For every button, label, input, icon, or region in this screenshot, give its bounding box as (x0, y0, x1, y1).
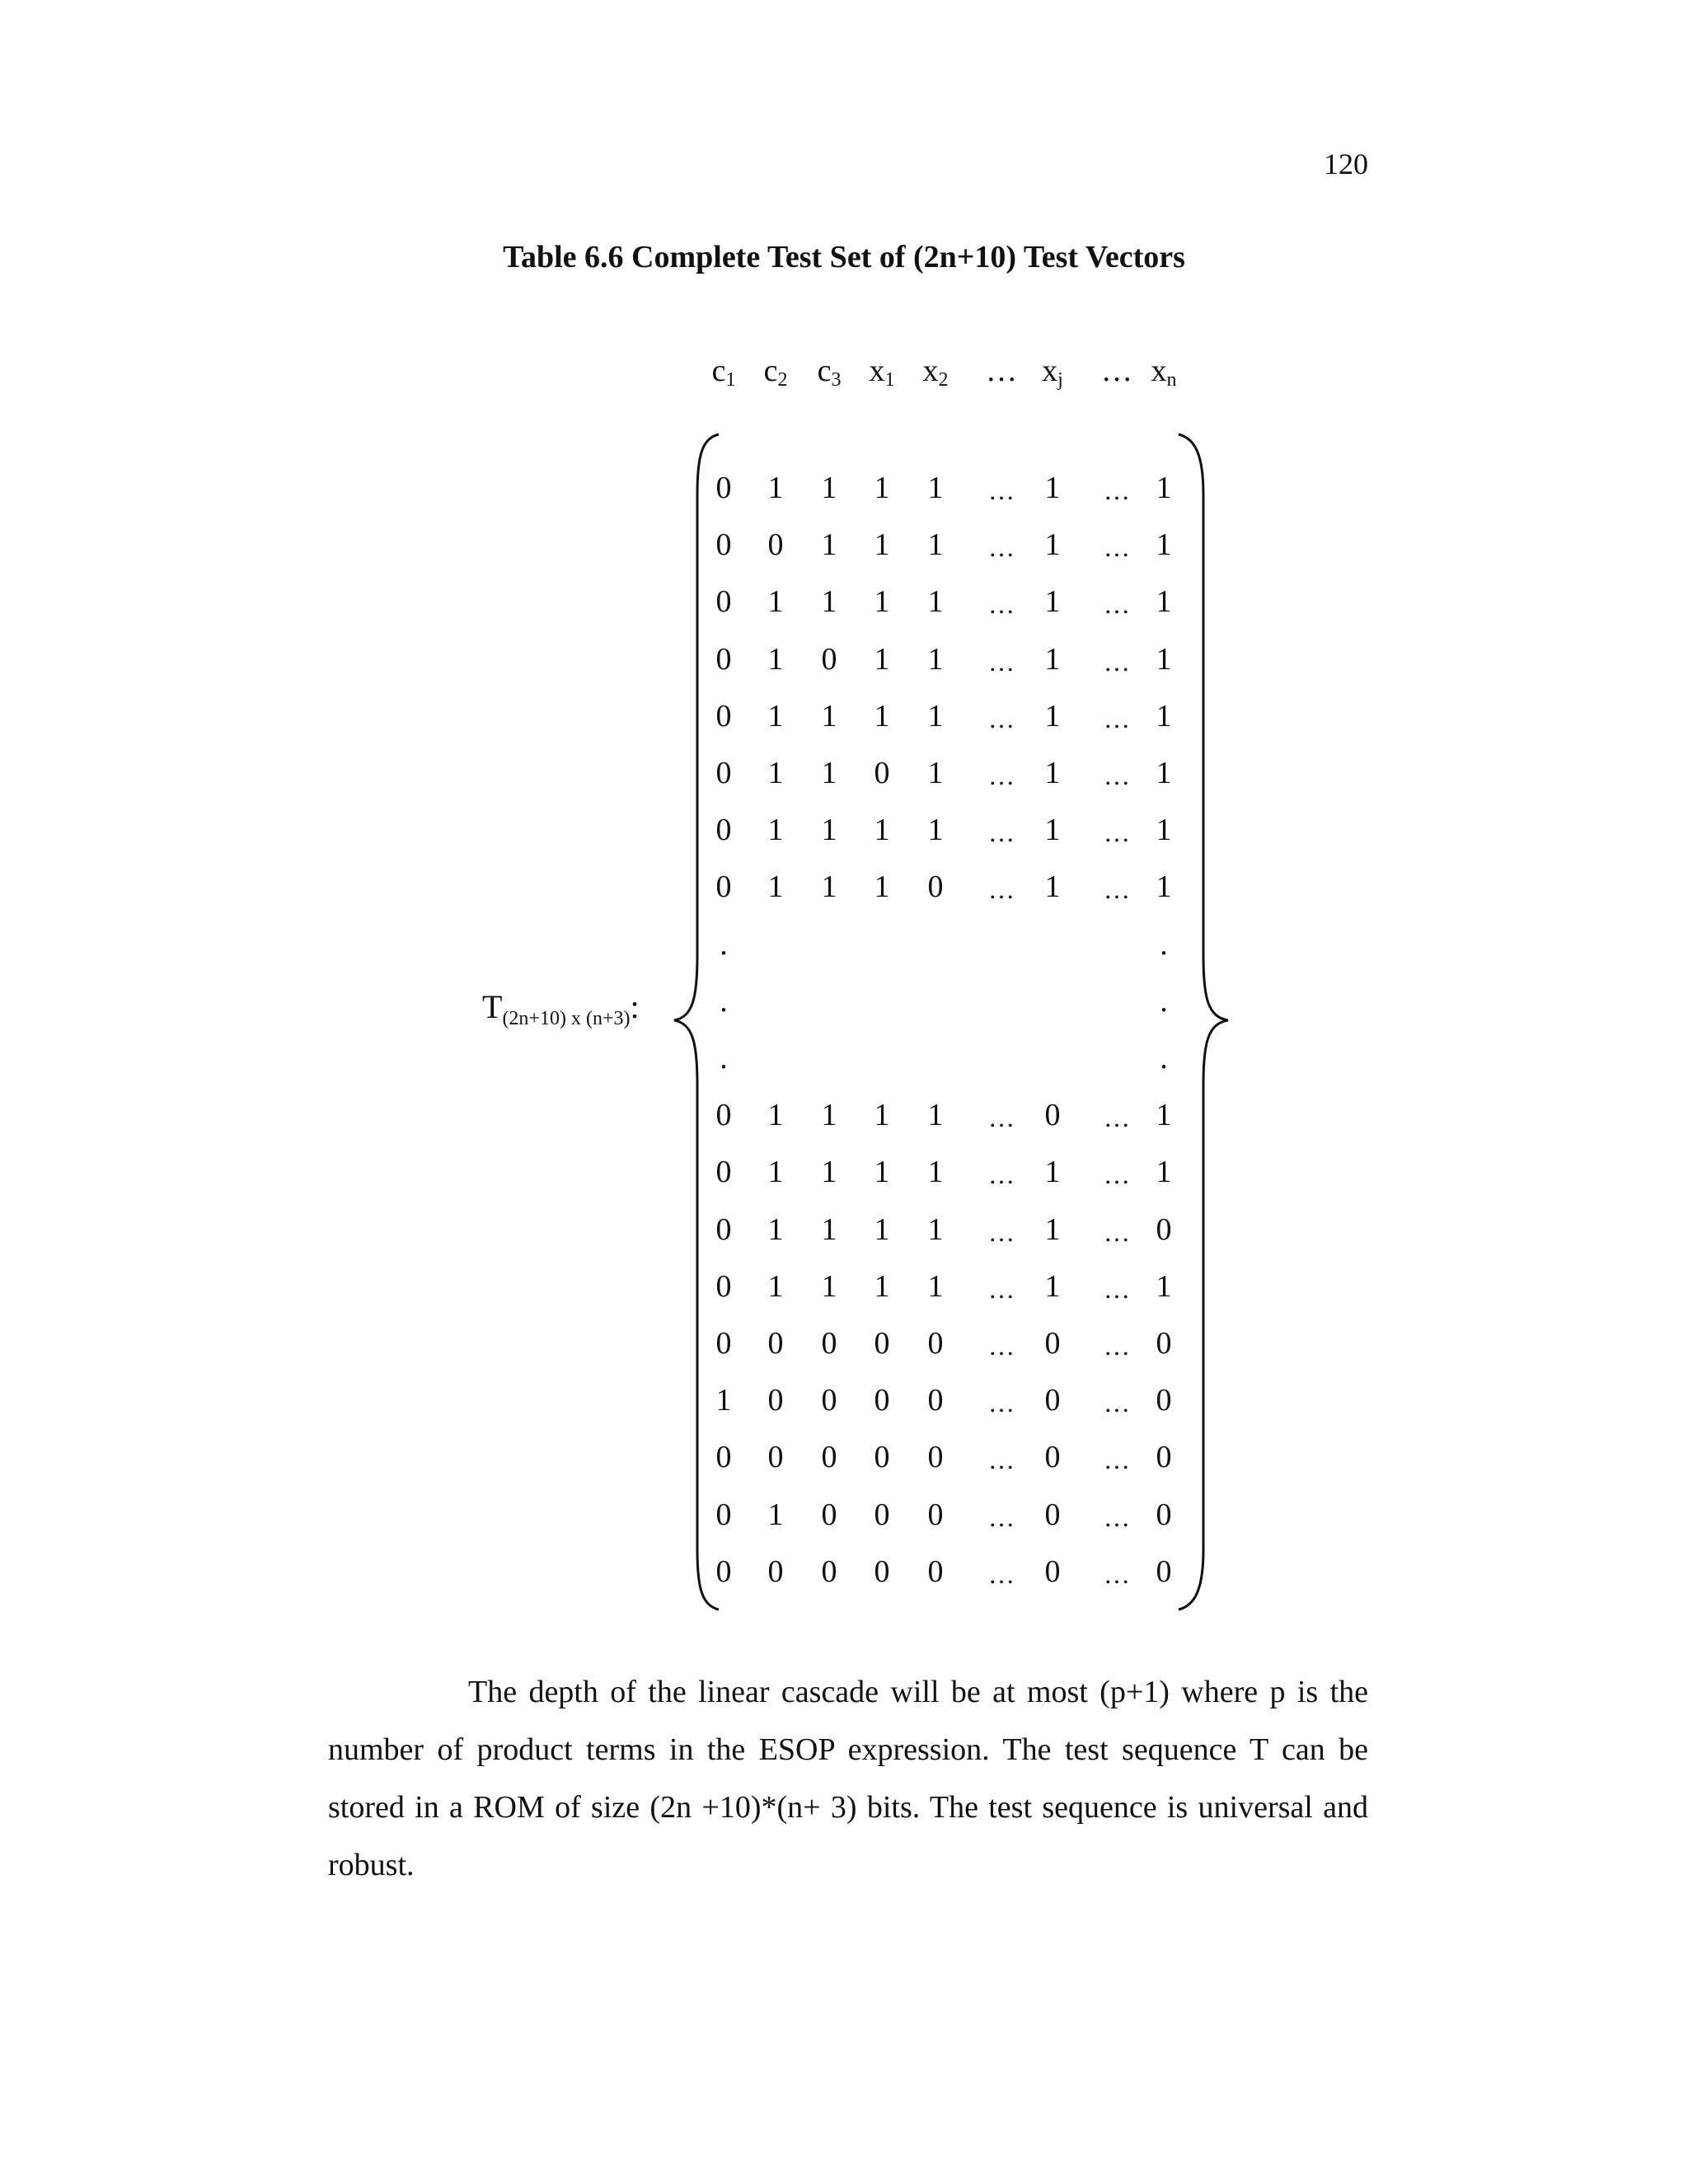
matrix-cell: … (1104, 703, 1130, 733)
matrix-cell: 1 (821, 1212, 837, 1247)
matrix-cell: 1 (767, 584, 784, 620)
matrix-cell: … (1104, 646, 1130, 677)
column-header-symbol: x (1151, 354, 1167, 388)
matrix-vertical-dot: . (1160, 1041, 1168, 1076)
matrix-cell: 0 (821, 641, 837, 677)
matrix-cell: 0 (767, 1440, 784, 1475)
matrix-cell: 0 (767, 1554, 784, 1589)
matrix-cell: 0 (874, 1497, 890, 1532)
matrix-cell: 1 (874, 813, 890, 848)
column-header-subscript: 3 (831, 369, 842, 391)
column-header-symbol: … (986, 354, 1017, 388)
matrix-cell: 0 (715, 584, 732, 620)
matrix-cell: … (1104, 532, 1130, 563)
matrix-cell: 1 (927, 1212, 944, 1247)
matrix-cell: 0 (874, 1440, 890, 1475)
matrix-cell: 1 (874, 869, 890, 905)
matrix-cell: 1 (1044, 756, 1061, 790)
matrix-cell: 1 (874, 584, 890, 620)
matrix-label-colon: : (630, 988, 640, 1025)
matrix-cell: 0 (1156, 1383, 1172, 1418)
column-header-subscript: 1 (884, 369, 895, 391)
matrix-cell: 1 (1156, 698, 1172, 733)
column-header-symbol: x (1042, 354, 1058, 388)
matrix-cell: 0 (767, 527, 784, 563)
table-caption: Table 6.6 Complete Test Set of (2n+10) Test Vectors (503, 240, 1185, 274)
matrix-cell: 1 (821, 1098, 837, 1133)
matrix-cell: 1 (767, 1155, 784, 1190)
matrix-cell: 1 (874, 1212, 890, 1247)
column-header-symbol: c (711, 354, 726, 388)
matrix-vertical-dot: . (720, 983, 728, 1019)
matrix-cell: 1 (874, 641, 890, 677)
matrix-cell: 1 (821, 1268, 837, 1304)
matrix-cell: … (988, 476, 1015, 505)
matrix-cell: 1 (1156, 1098, 1172, 1133)
column-header-subscript: 2 (777, 369, 788, 391)
matrix-cell: … (1104, 1216, 1130, 1247)
matrix-vertical-dot: . (720, 926, 728, 962)
matrix-cell: 0 (821, 1440, 837, 1475)
matrix-cell: … (988, 589, 1015, 620)
matrix-cell: 0 (1156, 1554, 1172, 1589)
matrix-cell: 1 (927, 813, 944, 848)
matrix-cell: 1 (1156, 1155, 1172, 1190)
body-paragraph (328, 1663, 1368, 1894)
matrix-cell: … (1104, 1273, 1130, 1304)
matrix-cell: 1 (874, 1098, 890, 1133)
matrix-cell: 0 (1156, 1326, 1172, 1361)
matrix-cell: 1 (1044, 1268, 1061, 1304)
column-header-symbol: x (869, 354, 885, 388)
matrix-cell: 1 (1156, 1268, 1172, 1304)
column-header-symbol: c (763, 354, 778, 388)
matrix-cell: 1 (927, 471, 944, 505)
matrix-cell: 1 (1156, 641, 1172, 677)
matrix-cell: 1 (767, 1098, 784, 1133)
matrix-cell: 0 (767, 1383, 784, 1418)
matrix-cell: 1 (1156, 471, 1172, 505)
matrix-cell: 0 (715, 1497, 732, 1532)
matrix-cell: 1 (767, 756, 784, 790)
matrix-cell: 0 (874, 756, 890, 790)
matrix-cell: 0 (874, 1554, 890, 1589)
matrix-cell: … (988, 1388, 1015, 1418)
matrix-cell: 0 (927, 1497, 944, 1532)
matrix-cell: … (1104, 818, 1130, 848)
matrix-cell: 0 (821, 1383, 837, 1418)
matrix-cell: 0 (1156, 1440, 1172, 1475)
matrix-cell: 0 (1044, 1497, 1061, 1532)
matrix-cell: 0 (1044, 1098, 1061, 1133)
matrix-cell: 0 (927, 1440, 944, 1475)
matrix-cell: 1 (1044, 471, 1061, 505)
matrix-cell: 0 (715, 1155, 732, 1190)
matrix-cell: 0 (715, 641, 732, 677)
matrix-cell: … (988, 1502, 1015, 1532)
matrix-cell: 1 (1156, 756, 1172, 790)
column-header-subscript: n (1166, 369, 1177, 391)
matrix-cell: 0 (715, 1440, 732, 1475)
matrix-cell: 0 (715, 869, 732, 905)
matrix-cell: … (988, 703, 1015, 733)
matrix-cell: 0 (715, 1326, 732, 1361)
matrix-cell: … (988, 532, 1015, 563)
matrix-cell: 0 (927, 869, 944, 905)
matrix-cell: 0 (821, 1326, 837, 1361)
matrix-cell: 0 (927, 1326, 944, 1361)
matrix-cell: 1 (821, 698, 837, 733)
matrix-cell: 1 (821, 1155, 837, 1190)
matrix-cell: 1 (821, 756, 837, 790)
matrix-cell: 1 (874, 698, 890, 733)
matrix-cell: 0 (715, 1554, 732, 1589)
matrix-cell: … (988, 646, 1015, 677)
matrix-cell: 1 (767, 813, 784, 848)
matrix-cell: … (1104, 1388, 1130, 1418)
matrix-cell: … (988, 1445, 1015, 1475)
matrix-cell: 1 (767, 698, 784, 733)
matrix-cell: 1 (1044, 1212, 1061, 1247)
column-header-subscript: 2 (938, 369, 949, 391)
matrix-cell: 0 (715, 756, 732, 790)
matrix-cell: 0 (715, 471, 732, 505)
matrix-cell: 1 (767, 1497, 784, 1532)
matrix-cell: … (1104, 761, 1130, 790)
matrix-cell: … (1104, 1103, 1130, 1133)
matrix-cell: 1 (767, 1268, 784, 1304)
matrix-cell: 0 (715, 813, 732, 848)
column-header-symbol: x (922, 354, 939, 388)
matrix-cell: 0 (1156, 1497, 1172, 1532)
matrix-cell: 1 (1156, 869, 1172, 905)
matrix-cell: … (988, 1558, 1015, 1589)
matrix-cell: … (1104, 1331, 1130, 1361)
matrix-cell: … (988, 1160, 1015, 1190)
matrix-cell: 1 (821, 471, 837, 505)
matrix-cell: 0 (715, 1268, 732, 1304)
matrix-cell: 1 (874, 471, 890, 505)
matrix-cell: 0 (927, 1554, 944, 1589)
matrix-cell: 1 (927, 1155, 944, 1190)
matrix-cell: … (988, 874, 1015, 905)
matrix-cell: 0 (767, 1326, 784, 1361)
matrix-cell: 0 (874, 1326, 890, 1361)
matrix-cell: … (988, 818, 1015, 848)
matrix-cell: 1 (874, 1268, 890, 1304)
matrix-cell: 1 (1044, 1155, 1061, 1190)
matrix-vertical-dot: . (1160, 926, 1168, 962)
column-header-symbol: c (817, 354, 832, 388)
matrix-cell: 0 (715, 1212, 732, 1247)
matrix-cell: 1 (927, 641, 944, 677)
matrix-cell: 0 (821, 1497, 837, 1532)
matrix-vertical-dot: . (720, 1041, 728, 1076)
body-paragraph-text: The depth of the linear cascade will be at most (p+1) where p is the number of product terms in the ESOP expression. The test sequence T can be stored in a ROM of size (2n +10)*(n+ 3) bits. The test sequence is universal and robust. (328, 1675, 1368, 1882)
matrix-cell: 0 (874, 1383, 890, 1418)
matrix-cell: … (988, 761, 1015, 790)
matrix-cell: 1 (821, 813, 837, 848)
matrix-cell: 1 (767, 641, 784, 677)
matrix-cell: 0 (715, 1098, 732, 1133)
matrix-cell: 0 (715, 698, 732, 733)
matrix-cell: 1 (1156, 527, 1172, 563)
matrix-cell: 0 (1044, 1383, 1061, 1418)
right-brace (1179, 434, 1228, 1610)
matrix-cell: 1 (715, 1383, 732, 1418)
matrix-cell: 1 (874, 1155, 890, 1190)
matrix-cell: 1 (1044, 869, 1061, 905)
matrix-cell: 0 (1044, 1440, 1061, 1475)
matrix-cell: … (1104, 1558, 1130, 1589)
matrix-cell: … (988, 1103, 1015, 1133)
matrix-cell: 1 (1044, 641, 1061, 677)
matrix-cell: 1 (1156, 584, 1172, 620)
matrix-cell: 1 (927, 1098, 944, 1133)
matrix-label-dimensions: (2n+10) x (n+3) (502, 1008, 631, 1029)
matrix-cell: 1 (927, 584, 944, 620)
matrix-cell: 1 (1044, 698, 1061, 733)
matrix-vertical-dot: . (1160, 983, 1168, 1019)
matrix-cell: 1 (927, 527, 944, 563)
matrix-cell: 1 (821, 584, 837, 620)
column-header-subscript: j (1057, 369, 1063, 391)
matrix-cell: … (1104, 476, 1130, 505)
matrix-cell: … (988, 1331, 1015, 1361)
matrix-cell: 0 (1156, 1212, 1172, 1247)
matrix-cell: 0 (927, 1383, 944, 1418)
matrix-cell: 0 (1044, 1326, 1061, 1361)
matrix-cell: 0 (821, 1554, 837, 1589)
matrix-cell: … (1104, 1445, 1130, 1475)
matrix-cell: 0 (715, 527, 732, 563)
matrix-cell: 1 (1044, 527, 1061, 563)
matrix-label-main: T (482, 988, 503, 1025)
matrix-cell: 1 (927, 698, 944, 733)
matrix-cell: … (1104, 589, 1130, 620)
left-brace (674, 434, 719, 1610)
matrix-cell: 1 (767, 869, 784, 905)
page-number: 120 (1324, 148, 1368, 180)
matrix-cell: 1 (1156, 813, 1172, 848)
matrix-cell: 1 (767, 471, 784, 505)
matrix-cell: 1 (767, 1212, 784, 1247)
matrix-cell: … (988, 1273, 1015, 1304)
matrix-cell: … (988, 1216, 1015, 1247)
matrix-cell: 1 (821, 869, 837, 905)
column-header-subscript: 1 (725, 369, 736, 391)
matrix-cell: … (1104, 1502, 1130, 1532)
matrix-cell: 1 (927, 1268, 944, 1304)
matrix-cell: … (1104, 1160, 1130, 1190)
matrix-cell: 1 (1044, 813, 1061, 848)
matrix-cell: 1 (821, 527, 837, 563)
column-header-symbol: … (1101, 354, 1132, 388)
matrix-cell: 1 (927, 756, 944, 790)
matrix-cell: 1 (1044, 584, 1061, 620)
matrix-cell: 0 (1044, 1554, 1061, 1589)
matrix-cell: … (1104, 874, 1130, 905)
matrix-cell: 1 (874, 527, 890, 563)
